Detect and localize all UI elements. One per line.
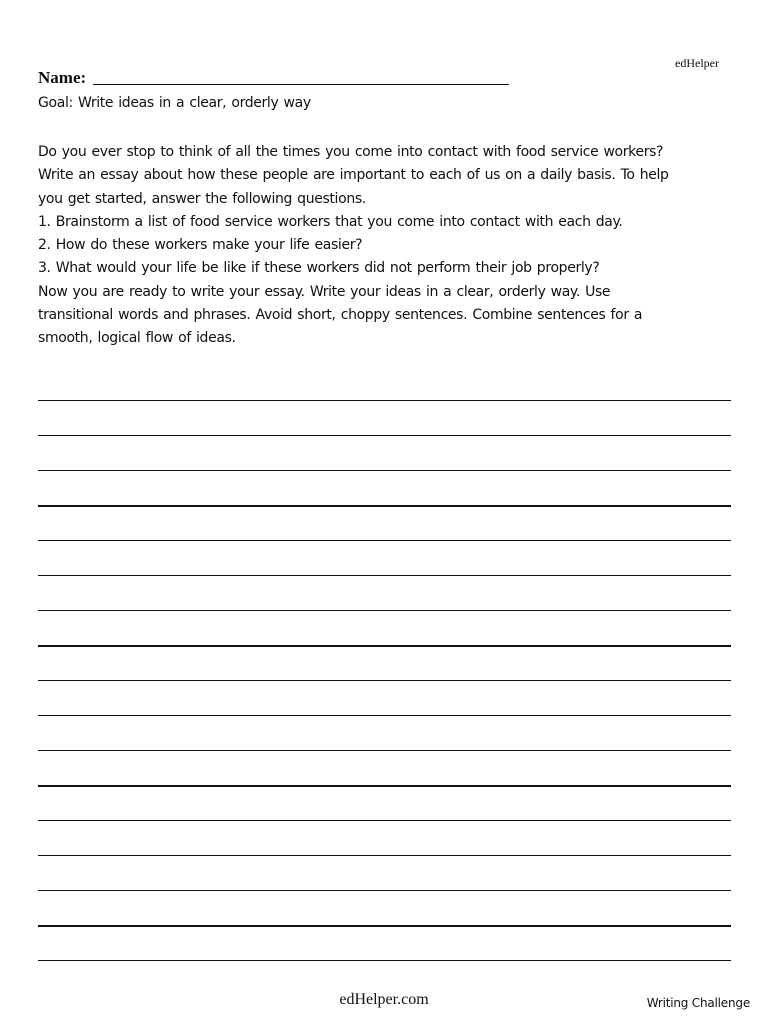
name-field-line[interactable] [93,84,509,85]
writing-line[interactable] [38,435,731,436]
writing-area[interactable] [38,400,731,970]
instruction-line: 1. Brainstorm a list of food service workers that you come into contact with each day. [38,213,623,230]
footer-site: edHelper.com [339,991,429,1008]
writing-line[interactable] [38,750,731,751]
footer-section: Writing Challenge [646,996,750,1010]
instruction-line: you get started, answer the following questions. [38,190,366,207]
instruction-line: smooth, logical flow of ideas. [38,330,236,347]
writing-line[interactable] [38,645,731,647]
writing-line[interactable] [38,890,731,891]
writing-line[interactable] [38,505,731,507]
instruction-line: 3. What would your life be like if these workers did not perform their job properly? [38,260,600,277]
instructions [38,141,738,351]
brand-label: edHelper [675,56,719,70]
goal-text: Goal: Write ideas in a clear, orderly way [38,95,311,111]
instruction-line: transitional words and phrases. Avoid short, choppy sentences. Combine sentences for a [38,307,643,324]
writing-line[interactable] [38,470,731,471]
writing-line[interactable] [38,400,731,401]
writing-line[interactable] [38,610,731,611]
instruction-line: Now you are ready to write your essay. Write your ideas in a clear, orderly way. Use [38,283,611,300]
name-label: Name: [38,68,87,87]
writing-line[interactable] [38,575,731,576]
writing-line[interactable] [38,855,731,856]
instruction-line: Write an essay about how these people are important to each of us on a daily basis. To help [38,167,669,184]
writing-line[interactable] [38,540,731,541]
writing-line[interactable] [38,820,731,821]
writing-line[interactable] [38,785,731,787]
writing-line[interactable] [38,960,731,961]
instruction-line: Do you ever stop to think of all the times you come into contact with food service workers? [38,144,664,160]
writing-line[interactable] [38,715,731,716]
writing-line[interactable] [38,680,731,681]
instruction-line: 2. How do these workers make your life easier? [38,237,363,254]
writing-line[interactable] [38,925,731,927]
name-row [38,68,478,90]
